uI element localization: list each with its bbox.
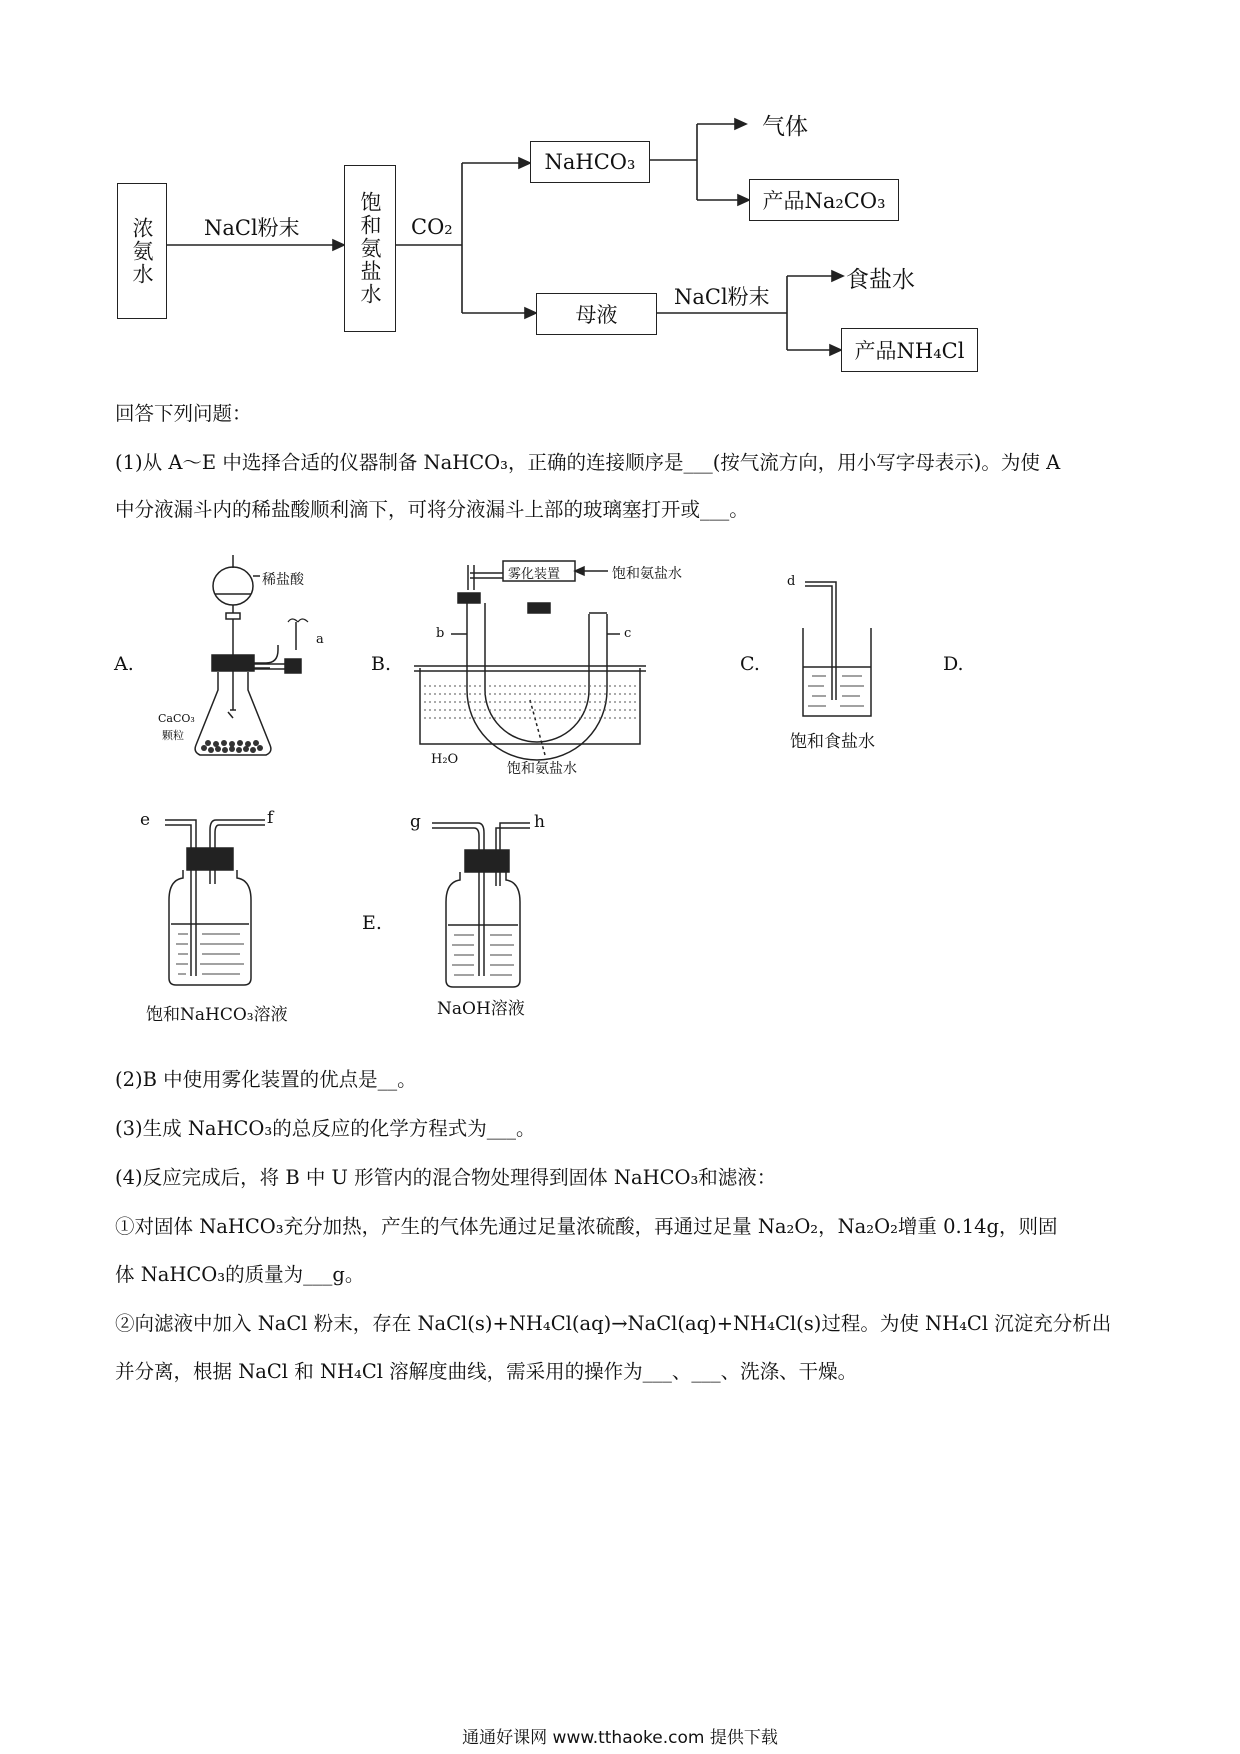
option-b-label: B. xyxy=(371,653,392,675)
label-co2: CO₂ xyxy=(411,215,453,239)
b-bath-label: H₂O xyxy=(431,752,459,767)
e-port-g: g xyxy=(410,812,421,832)
label-nacl-powder-1: NaCl粉末 xyxy=(204,216,300,240)
d-bottle-label: 饱和NaHCO₃溶液 xyxy=(146,1005,288,1025)
c-port-label: d xyxy=(787,574,796,589)
a-solid-label-1: CaCO₃ xyxy=(158,712,195,725)
box-concentrated-ammonia: 浓氨水 xyxy=(117,183,167,319)
q4-part2-line2: 并分离，根据 NaCl 和 NH₄Cl 溶解度曲线，需采用的操作为___、___、洗涤、干燥。 xyxy=(115,1360,858,1383)
label-brine: 食盐水 xyxy=(846,267,915,293)
q1-line2: 中分液漏斗内的稀盐酸顺利滴下，可将分液漏斗上部的玻璃塞打开或___。 xyxy=(115,498,749,521)
box-saturated-ammonia-brine: 饱和氨盐水 xyxy=(344,165,396,332)
b-port-b: b xyxy=(436,626,445,641)
label-gas: 气体 xyxy=(762,114,808,140)
q3-text: (3)生成 NaHCO₃的总反应的化学方程式为___。 xyxy=(115,1117,536,1140)
c-bottle-label: 饱和食盐水 xyxy=(790,732,875,752)
e-bottle-label: NaOH溶液 xyxy=(437,999,525,1019)
b-port-c: c xyxy=(624,626,632,641)
d-port-f: f xyxy=(267,808,274,828)
a-reagent-label: 稀盐酸 xyxy=(262,572,304,588)
q1-line1: (1)从 A～E 中选择合适的仪器制备 NaHCO₃，正确的连接顺序是___(按气流方向，用小写字母表示)。为使 A xyxy=(115,451,1061,474)
box-product-nh4cl: 产品NH₄Cl xyxy=(841,328,978,372)
a-port-label: a xyxy=(316,632,324,647)
page-footer: 通通好课网 www.tthaoke.com 提供下载 xyxy=(462,1728,778,1748)
option-a-label: A. xyxy=(114,653,134,675)
b-feed-label: 饱和氨盐水 xyxy=(612,566,682,582)
q4-part2-line1: ②向滤液中加入 NaCl 粉末，存在 NaCl(s)+NH₄Cl(aq)→NaCl(aq)+NH₄Cl(s)过程。为使 NH₄Cl 沉淀充分析出 xyxy=(115,1312,1112,1335)
box-nahco3: NaHCO₃ xyxy=(530,141,650,183)
q4-part1-line1: ①对固体 NaHCO₃充分加热，产生的气体先通过足量浓硫酸，再通过足量 Na₂O₂，Na₂O₂增重 0.14g，则固 xyxy=(115,1215,1058,1238)
intro-text: 回答下列问题： xyxy=(115,402,252,425)
box-mother-liquor: 母液 xyxy=(536,293,657,335)
q4-part1-line2: 体 NaHCO₃的质量为___g。 xyxy=(115,1263,365,1286)
option-e-label: E. xyxy=(362,912,382,934)
q4-intro: (4)反应完成后，将 B 中 U 形管内的混合物处理得到固体 NaHCO₃和滤液： xyxy=(115,1166,777,1189)
d-port-e: e xyxy=(140,810,151,830)
b-tube-label: 饱和氨盐水 xyxy=(507,761,577,777)
b-atomizer-label: 雾化装置 xyxy=(508,567,561,582)
label-nacl-powder-2: NaCl粉末 xyxy=(674,285,770,309)
q2-text: (2)B 中使用雾化装置的优点是__。 xyxy=(115,1068,417,1091)
e-port-h: h xyxy=(534,812,545,832)
option-c-label: C. xyxy=(740,653,760,675)
option-d-label: D. xyxy=(943,653,964,675)
box-product-na2co3: 产品Na₂CO₃ xyxy=(749,179,899,221)
a-solid-label-2: 颗粒 xyxy=(162,729,184,742)
